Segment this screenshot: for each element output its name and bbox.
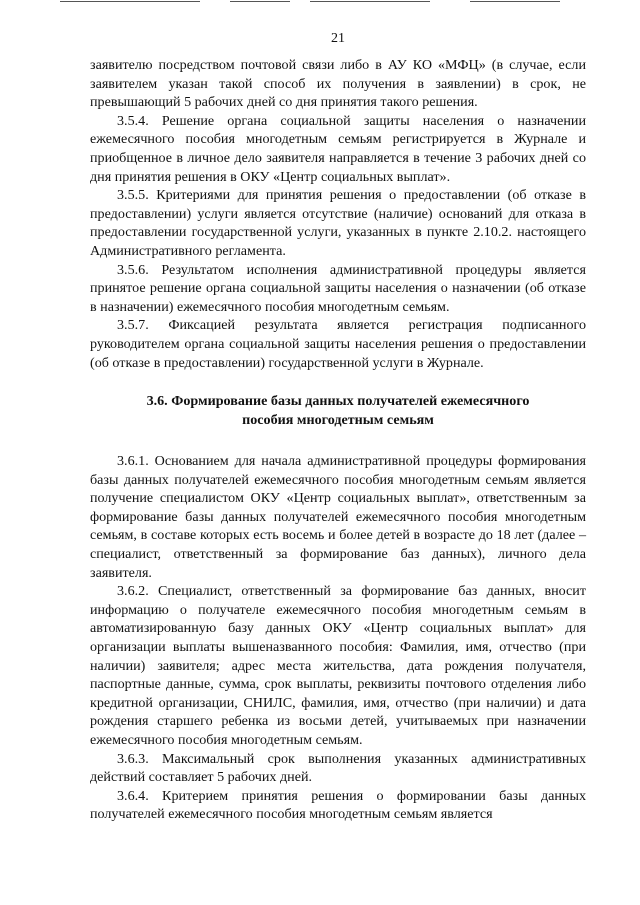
paragraph-3-6-2: 3.6.2. Специалист, ответственный за формирование баз данных, вносит информацию о получателе ежемесячного пособия многодетным семьям в автоматизированную базу данных ОКУ «Центр социальных выплат» для организации выплаты вышеназванного пособия: Фамилия, имя, отчество (при наличии) заявителя; адрес места жительства, дата рождения получателя, паспортные данные, сумма, срок выплаты, реквизиты почтового отделения либо кредитной организации, СНИЛС, фамилия, имя, отчество (при наличии) и дата рождения старшего ребенка из восьми детей, учитываемых при назначении ежемесячного пособия многодетным семьям. [90, 583, 586, 748]
scan-edge-line [230, 1, 290, 2]
section-heading-3-6: 3.6. Формирование базы данных получателей ежемесячного пособия многодетным семьям [146, 393, 530, 429]
paragraph-3-6-1: 3.6.1. Основанием для начала административной процедуры формирования базы данных получателей ежемесячного пособия многодетным семьям является получение специалистом ОКУ «Центр социальных выплат», ответственным за формирование базы данных получателей ежемесячного пособия многодетным семьям, в составе которых есть восемь и более детей в возрасте до 18 лет (далее – специалист, ответственный за формирование баз данных), личного дела заявителя. [90, 453, 586, 581]
paragraph-3-5-6: 3.5.6. Результатом исполнения административной процедуры является принятое решение органа социальной защиты населения о назначении (об отказе в назначении) ежемесячного пособия многодетным семьям. [90, 261, 586, 315]
page-number: 21 [331, 31, 345, 46]
scan-top-edge [0, 0, 640, 3]
scan-edge-line [60, 1, 200, 2]
paragraph-3-5-4: 3.5.4. Решение органа социальной защиты населения о назначении ежемесячного пособия многодетным семьям регистрируется в Журнале и приобщенное в личное дело заявителя направляется в течение 3 рабочих дней со дня принятия решения в ОКУ «Центр социальных выплат». [90, 112, 586, 185]
paragraph-3-6-4: 3.6.4. Критерием принятия решения о формировании базы данных получателей ежемесячного пособия многодетным семьям является [90, 787, 586, 823]
paragraphs-after-section [90, 452, 586, 824]
scan-edge-line [310, 1, 430, 2]
paragraph-continuation: заявителю посредством почтовой связи либо в АУ КО «МФЦ» (в случае, если заявителем указан такой способ их получения в заявлении) в срок, не превышающий 5 рабочих дней со дня принятия такого решения. [90, 57, 586, 111]
scan-edge-line [470, 1, 560, 2]
document-page [90, 30, 586, 824]
paragraphs-before-section [90, 56, 586, 372]
paragraph-3-5-5: 3.5.5. Критериями для принятия решения о предоставлении (об отказе в предоставлении) услуги является отсутствие (наличие) оснований для отказа в предоставлении государственной услуги, указанных в пункте 2.10.2. настоящего Административного регламента. [90, 187, 586, 259]
paragraph-3-6-3: 3.6.3. Максимальный срок выполнения указанных административных действий составляет 5 рабочих дней. [90, 750, 586, 786]
paragraph-3-5-7: 3.5.7. Фиксацией результата является регистрация подписанного руководителем органа социальной защиты населения решения о предоставлении (об отказе в предоставлении) государственной услуги в Журнале. [90, 317, 586, 371]
